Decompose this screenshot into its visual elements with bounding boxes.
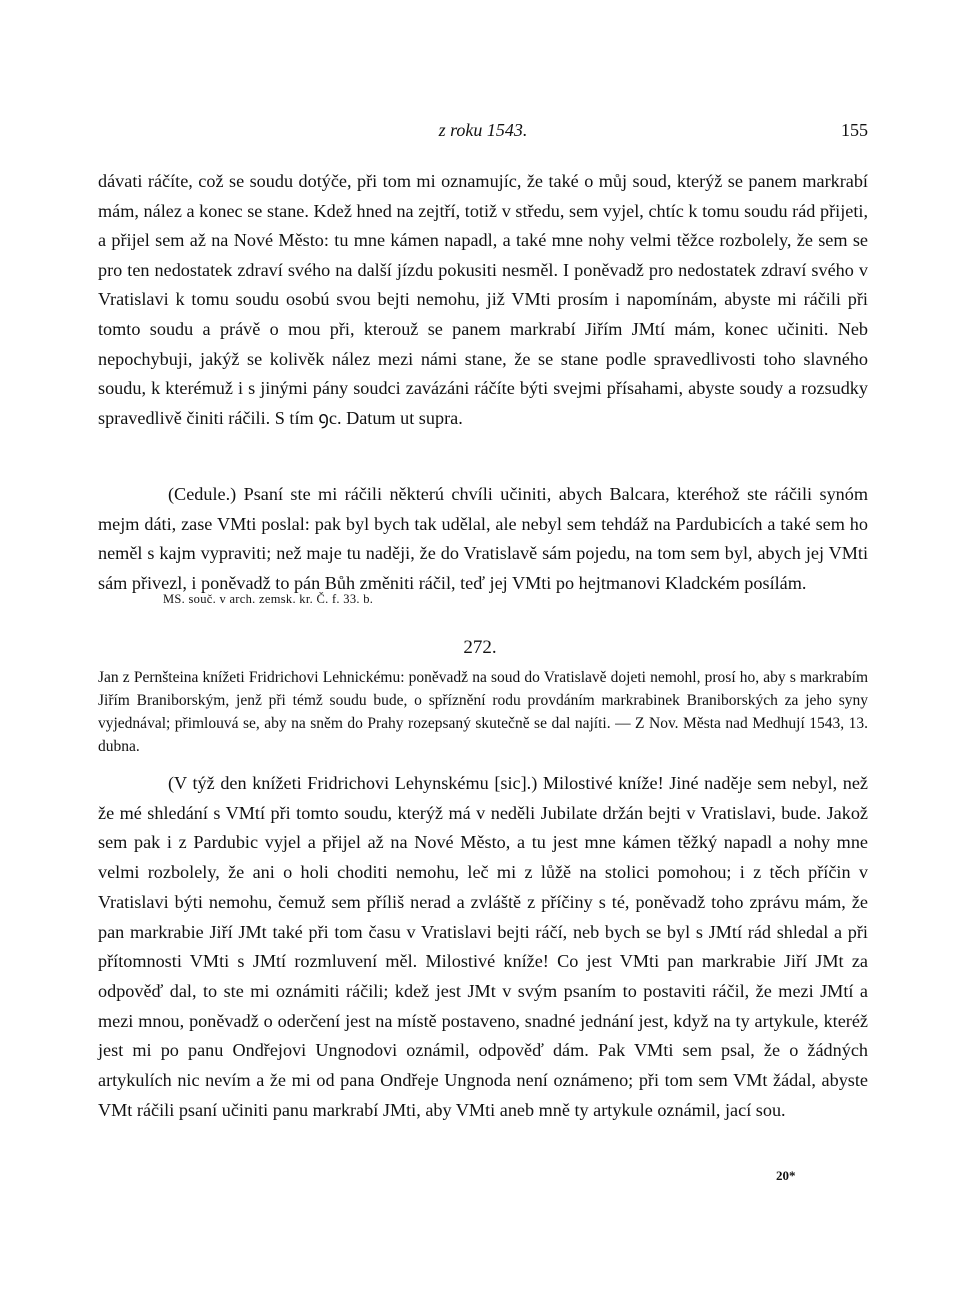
document-regest: Jan z Pernšteina knížeti Fridrichovi Lehnickému: poněvadž na soud do Vratislavě dojeti nemohl, prosí ho, aby s markrabím Jiřím Braniborským, jenž při témž soudu bude, o spříznění rodu provdáním markrabinek Braniborských za jeho syny vyjednával; přimlouvá se, aby na sněm do Prahy rozepsaný skutečně se dal najíti. — Z Nov. Města nad Medhují 1543, 13. dubna.: [98, 669, 868, 755]
running-title: z roku 1543.: [438, 120, 528, 140]
paragraph-cedule: (Cedule.) Psaní ste mi ráčili některú chvíli učiniti, abych Balcara, kteréhož ste ráčili synóm mejm dáti, zase VMti poslal: pak byl bych tak udělal, ale nebyl sem tehdáž na Pardubicích a také sem ho neměl s kajm vypraviti; než maje tu naději, že do Vratislavě sám pojedu, na tom sem byl, abych jej VMti sám přivezl, i poněvadž to pán Bůh změniti ráčil, teď jej VMti po hejtmanovi Kladckém posílám.: [98, 484, 868, 593]
text-block-letter: [98, 769, 868, 1125]
signature-mark: 20*: [776, 1168, 796, 1183]
text-block-cedule: [98, 480, 868, 598]
paragraph-letter: (V týž den knížeti Fridrichovi Lehynskému [sic].) Milostivé kníže! Jiné naděje sem nebyl, než že mé shledání s VMtí při tomto soudu, kterýž má v neděli Jubilate držán bejti v Vratislavi, bude. Jakož sem pak i z Pardubic vyjel a přijel až na Nové Město, a tu jest mne kámen těžký napadl a nohy mne velmi rozbolely, že ani o holi choditi nemohu, leč mi z lůžě na stolici pomohou; i z těch příčin v Vratislavi býti nemohu, čemuž sem příliš nerad a zvláště z příčiny s té, poněvadž toho zprávu mám, že pan markrabie Jiří JMt také při tom času v Vratislavi bejti ráčí, neb bych se byl s JMtí rád shledal a při přítomnosti VMti s JMtí rozmluvení měl. Milostivé kníže! Co jest VMti pan markrabie Jiří JMt za odpověď dal, to ste mi oznámiti ráčili; kdež jest JMt v svým psaním to postaviti ráčil, že mezi JMtí a mezi mnou, poněvadž o oderčení jest na místě postaveno, snadné jednání jest, když na ty artykule, kteréž jest mi po panu Ondřejovi Ungnodovi oznámil, odpověď dám. Pak VMti sem psal, že o žádných artykulích nic nevím a že mi od pana Ondřeje Ungnoda není oznámeno; při tom sem VMt žádal, abyste VMt ráčili psaní učiniti panu markrabí JMti, aby VMti aneb mně ty artykule oznámil, jací sou.: [98, 773, 868, 1120]
running-head: [98, 120, 868, 144]
source-note: MS. souč. v arch. zemsk. kr. Č. f. 33. b.: [163, 592, 374, 606]
paragraph-letter-continuation: dávati ráčíte, což se soudu dotýče, při tom mi oznamujíc, že také o můj soud, kterýž se panem markrabí mám, nález a konec se stane. Kdež hned na zejtří, totiž v středu, sem vyjel, chtíc k tomu soudu rád přijeti, a přijel sem až na Nové Město: tu mne kámen napadl, a také mne nohy velmi těžce rozbolely, že sem se pro ten nedostatek zdraví svého na další jízdu pokusiti nesměl. I poněvadž pro nedostatek zdraví svého v Vratislavi k tomu soudu osobú svou bejti nemohu, již VMti prosím i napomínám, abyste mi ráčili při tomto soudu a právě o mou při, kterouž se panem markrabí Jiřím JMtí mám, konec učiniti. Neb nepochybuji, jakýž se kolivěk nález mezi námi stane, že se stane podle spravedlivosti toho slavného soudu, k kterémuž i s jinými pány soudci zavázáni ráčíte býti svejmi přísahami, abyste soudy a rozsudky spravedlivě činiti ráčili. S tím ꝯc. Datum ut supra.: [98, 171, 868, 428]
page-number: 155: [841, 120, 868, 140]
text-block-continuation: [98, 167, 868, 433]
document-number: 272.: [463, 637, 497, 658]
